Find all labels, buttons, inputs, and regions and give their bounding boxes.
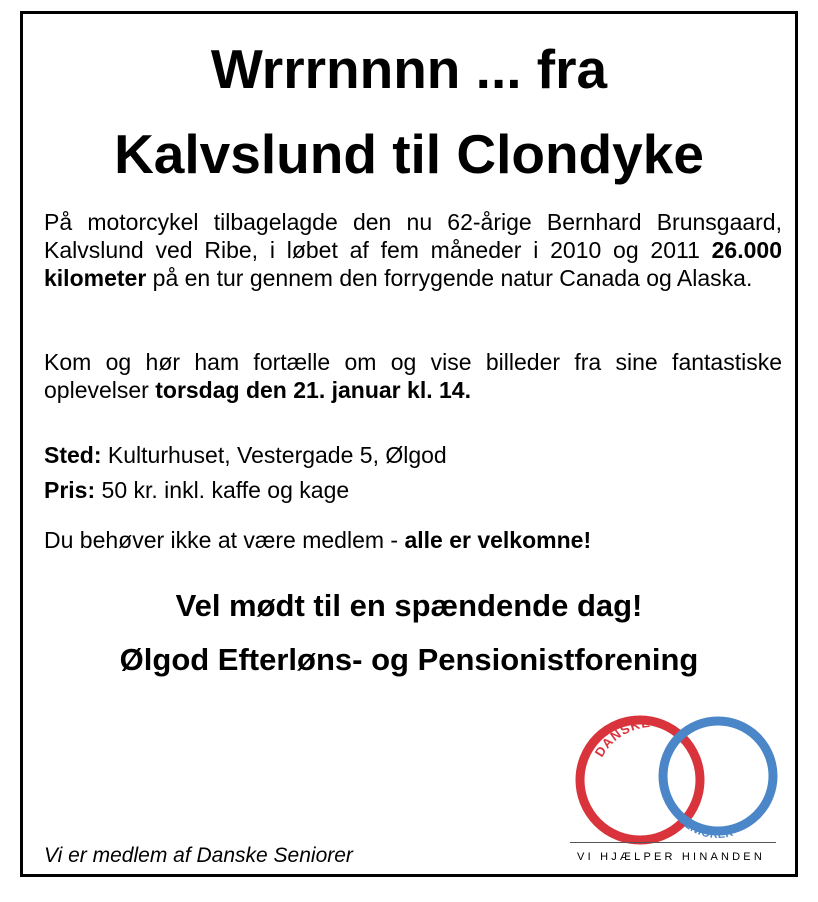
price-label: Pris: — [44, 477, 96, 503]
welcome-highlight: alle er velkomne! — [404, 527, 592, 553]
poster-title-line2: Kalvslund til Clondyke — [114, 123, 704, 185]
price-line — [44, 476, 349, 504]
membership-text: Du behøver ikke at være medlem - — [44, 527, 405, 553]
price-value: 50 kr. inkl. kaffe og kage — [95, 477, 350, 503]
intro-text-2: på en tur gennem den forrygende natur Canada og Alaska. — [146, 265, 753, 291]
organization-name: Ølgod Efterløns- og Pensionistforening — [119, 642, 699, 677]
footer-membership-note: Vi er medlem af Danske Seniorer — [44, 844, 353, 867]
logo-top-text: DANSKE — [591, 714, 652, 760]
poster-title-line1: Wrrrnnnn ... fra — [210, 38, 608, 100]
logo-divider — [570, 842, 776, 843]
place-label: Sted: — [44, 442, 102, 468]
intro-text-1: På motorcykel tilbagelagde den nu 62-årige Bernhard Brunsgaard, Kalvslund ved Ribe, i løbet af fem måneder i 2010 og 2011 — [44, 209, 782, 263]
place-value: Kulturhuset, Vestergade 5, Ølgod — [101, 442, 447, 468]
closing-greeting: Vel mødt til en spændende dag! — [175, 588, 643, 623]
date-highlight: torsdag den 21. januar kl. 14. — [155, 377, 471, 403]
distance-highlight: 26.000 kilometer — [44, 237, 782, 291]
place-line — [44, 441, 447, 469]
blue-ring — [663, 721, 773, 831]
logo-bottom-text: SENIORER — [675, 813, 735, 842]
membership-line — [44, 526, 591, 554]
danske-seniorer-logo — [560, 700, 785, 875]
invitation-text: Kom og hør ham fortælle om og vise billeder fra sine fantastiske oplevelser — [44, 349, 782, 403]
invitation-paragraph — [44, 348, 782, 404]
intro-paragraph — [44, 208, 782, 292]
logo-tagline: VI HJÆLPER HINANDEN — [577, 851, 765, 863]
